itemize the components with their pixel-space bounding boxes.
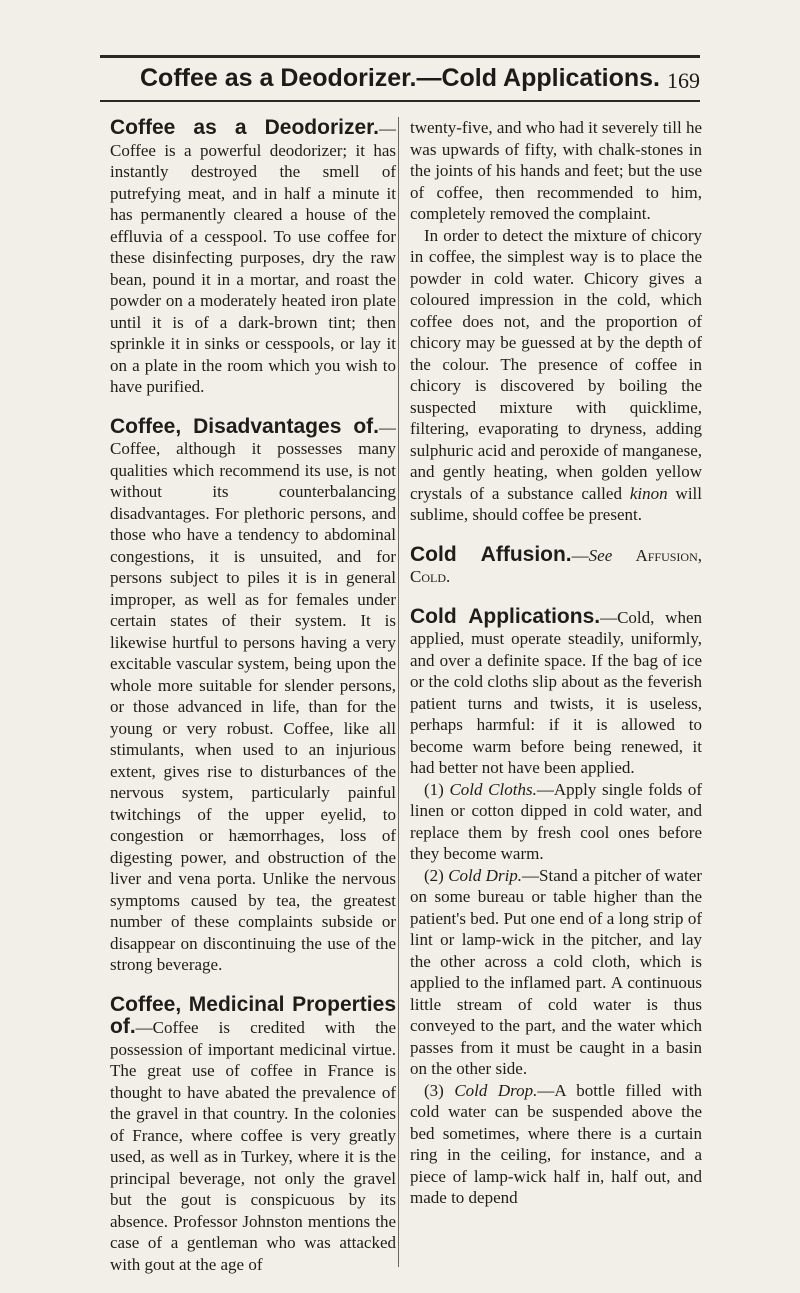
entry-headword: Coffee as a Deodorizer. (110, 116, 379, 139)
entry-body: —Coffee is a powerful deodorizer; it has instantly destroyed the smell of putrefying meat, and in half a minute it has permanently cleared a house of the effluvia of a cesspool. To use coffee for these disinfecting purposes, dry the raw bean, pound it in a mortar, and roast the powder on a moderately heated iron plate until it is of a dark-brown tint; then sprinkle it in sinks or cesspools, or lay it on a plate in the room which you wish to have purified. (110, 119, 396, 396)
entry-cold-applications (410, 606, 702, 1209)
list-item: (3) Cold Drop.—A bottle filled with cold water can be suspended above the bed sometimes, where there is a curtain ring in the ceiling, for instance, and a piece of lamp-wick half in, half out, and made to depend (410, 1080, 702, 1207)
entry-coffee-medicinal (110, 994, 396, 1276)
column-divider (398, 117, 399, 1267)
entry-headword: Coffee, Medicinal Properties of. (110, 992, 396, 1038)
cross-reference: Affusion, Cold. (410, 545, 702, 586)
entry-continuation (410, 117, 702, 526)
right-column (410, 117, 702, 1227)
entry-headword: Cold Affusion. (410, 542, 572, 566)
left-column (110, 117, 396, 1293)
running-header (100, 62, 700, 102)
entry-body: —Cold, when applied, must operate steadily, uniformly, and over a definite space. If the bag of ice or the cold cloths slip about as the feverish patient turns and twists, it is useless, perhaps harmful: if it is allowed to become warm before being renewed, it had better not have been applied. (410, 607, 703, 777)
entry-coffee-disadvantages (110, 416, 396, 976)
continued-paragraph: twenty-five, and who had it severely till he was upwards of fifty, with chalk-stones in the joints of his hands and feet; but the use of coffee, then recommended to him, completely removed the complaint. (410, 118, 702, 223)
kinon-term: kinon (629, 483, 668, 503)
entry-body: —Coffee, although it possesses many qualities which recommend its use, is not without its counterbalancing disadvantages. For plethoric persons, and those who have a tendency to abdominal congestions, it is unsuited, and for persons subject to piles it is in general improper, as well as for females under certain states of their system. It is likewise hurtful to persons having a very excitable vascular system, being upon the whole more suitable for slender persons, or those advanced in life, than for the young or very robust. Coffee, like all stimulants, when used to an injurious extent, gives rise to disturbances of the nervous system, particularly painful twitchings of the upper eyelid, to congestion or hæmorrhages, loss of digesting power, and obstruction of the liver and vena porta. Unlike the nervous symptoms caused by tea, the greatest number of these complaints subside or disappear on discontinuing the use of the strong beverage. (110, 417, 396, 974)
entry-body: —Coffee is credited with the possession of important medicinal virtue. The great use of coffee in France is thought to have abated the prevalence of the gravel in that country. In the colonies of France, where coffee is very greatly used, as well as in Turkey, where it is the principal beverage, not only the gravel but the gout is conspicuous by its absence. Professor Johnston mentions the case of a gentleman who was attacked with gout at the age of (110, 1018, 396, 1274)
see-label: See (588, 545, 613, 565)
page-number: 169 (667, 68, 700, 93)
header-rule (100, 100, 700, 102)
entry-headword: Coffee, Disadvantages of. (110, 414, 379, 438)
entry-headword: Cold Applications. (410, 604, 601, 628)
running-title: Coffee as a Deodorizer.—Cold Applications. (140, 64, 660, 92)
entry-coffee-deodorizer (110, 117, 396, 398)
entry-cold-affusion: Cold Affusion.—See Affusion, Cold. (410, 542, 702, 586)
list-item: (2) Cold Drip.—Stand a pitcher of water on some bureau or table higher than the patient's bed. Put one end of a long strip of lint or lamp-wick in the pitcher, and lay the other across a cold cloth, which is applied to the inflamed part. A continuous little stream of cold water is thus conveyed to the part, and the water which passes from it must be caught in a basin on the other side. (410, 865, 702, 1078)
list-item: (1) Cold Cloths.—Apply single folds of linen or cotton dipped in cold water, and replace them by fresh cool ones before they become warm. (410, 779, 702, 863)
chicory-paragraph: In order to detect the mixture of chicory in coffee, the simplest way is to place the powder in cold water. Chicory gives a coloured impression in the cold, which coffee does not, and the proportion of chicory may be guessed at by the depth of the colour. The presence of coffee in chicory is discovered by boiling the suspected mixture with quicklime, filtering, evaporating to dryness, adding sulphuric acid and peroxide of manganese, and gently heating, when golden yellow crystals of a substance called kinon will sublime, should coffee be present. (410, 225, 702, 524)
top-rule (100, 55, 700, 58)
